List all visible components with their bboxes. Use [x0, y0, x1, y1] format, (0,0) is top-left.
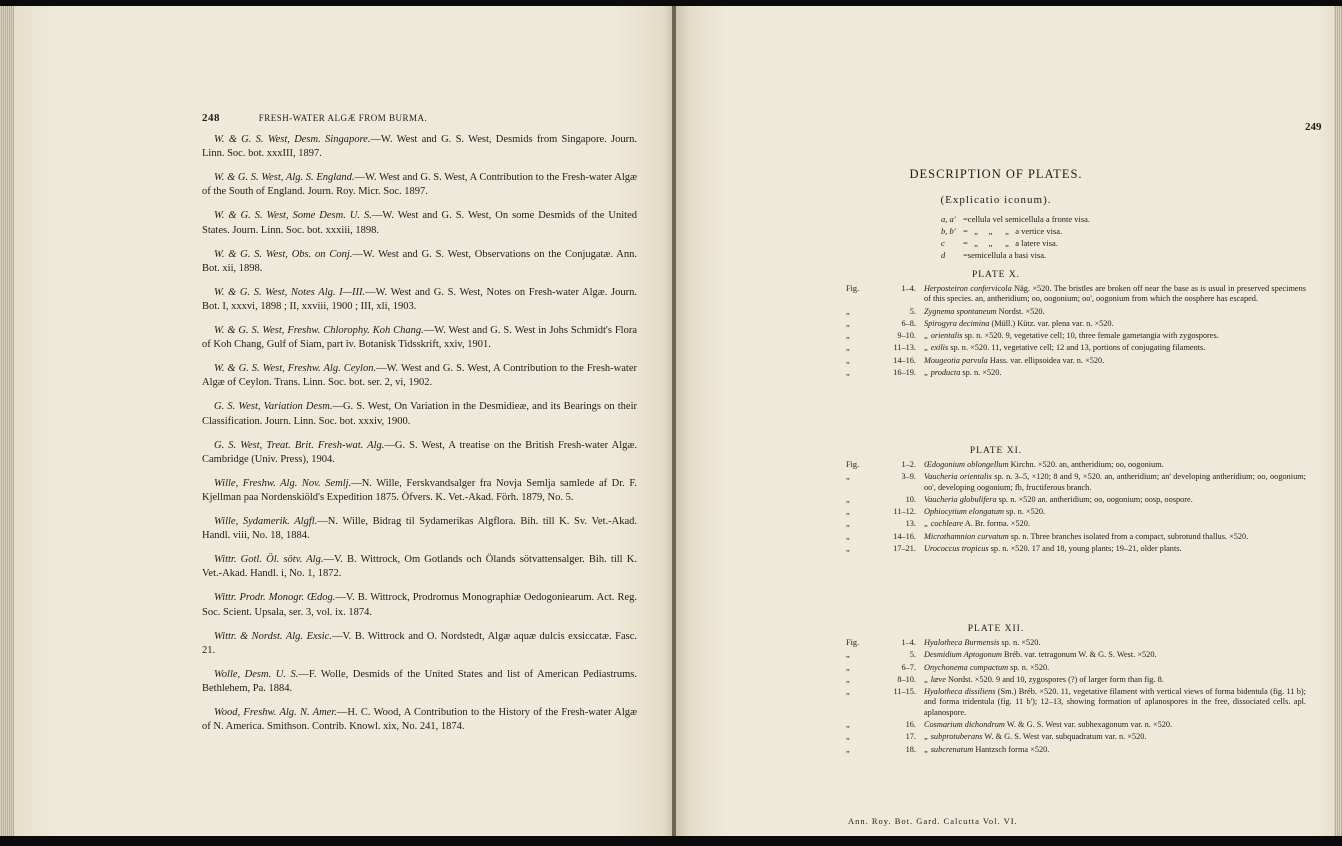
reference-text: —V. B. Wittrock, Om Gotlands och Ölands sötvattensalger. Bih. till K. Vet.-Akad. Handl. i, No. 1, 1872. — [202, 554, 637, 580]
species-name: „ subcrenatum — [924, 744, 974, 754]
species-name: Zygnema spontaneum — [924, 306, 997, 316]
plate-heading: PLATE X. — [971, 270, 1021, 280]
plate-figure-list — [846, 460, 1306, 556]
reference-text: —W. West and G. S. West, Notes on Fresh-water Algæ. Journ. Bot. I, xxxvi, 1898 ; II, xxviii, 1900 ; III, xli, 1903. — [202, 286, 637, 313]
plate-footer: Ann. Roy. Bot. Gard. Calcutta Vol. VI. — [848, 816, 1018, 826]
legend-key: c — [941, 238, 945, 248]
reference-text: —G. S. West, On Variation in the Desmidieæ, and its Bearings on their Classification. Journ. Linn. Soc. bot. xxxiv, 1900. — [202, 401, 638, 427]
figure-number: 6–7. — [901, 662, 916, 672]
figure-prefix: „ — [846, 720, 850, 730]
figure-entry — [846, 663, 1306, 673]
figure-prefix: „ — [846, 674, 850, 684]
reference-abbreviation: W. & G. S. West, Notes Alg. I—III. — [214, 286, 366, 298]
plate-heading: PLATE XII. — [967, 624, 1025, 634]
species-name: Urococcus tropicus — [924, 544, 989, 554]
figure-text: sp. n. ×520. — [960, 368, 1002, 378]
figure-text: (Müll.) Kütz. var. plena var. n. ×520. — [989, 318, 1114, 328]
figure-text: Nordst. ×520. — [996, 306, 1045, 316]
reference-text: —V. B. Wittrock, Prodromus Monographiæ Oedogoniearum. Act. Reg. Soc. Scient. Upsala, ser. 3, vol. ix. 1874. — [202, 592, 637, 618]
figure-number: 5. — [909, 650, 916, 660]
figure-entry — [846, 544, 1306, 554]
figure-text: sp. n. Three branches isolated from a compact, subrotund thallus. ×520. — [1008, 531, 1249, 541]
species-name: Microthamnion curvatum — [924, 531, 1009, 541]
figure-entry — [846, 307, 1306, 317]
reference-entry — [202, 591, 637, 619]
figure-prefix: „ — [846, 531, 850, 541]
figure-prefix: „ — [846, 306, 850, 316]
reference-abbreviation: Wood, Freshw. Alg. N. Amer. — [214, 707, 337, 719]
reference-abbreviation: W. & G. S. West, Desm. Singapore. — [214, 134, 371, 145]
figure-text: Kirchn. ×520. an, antheridium; oo, oogonium. — [1008, 460, 1164, 469]
species-name: „ orientalis — [924, 331, 963, 341]
figure-description — [924, 720, 1306, 730]
reference-abbreviation: W. & G. S. West, Obs. on Conj. — [214, 248, 353, 260]
figure-entry — [846, 331, 1306, 341]
species-name: Onychonema compactum — [924, 662, 1009, 672]
legend-row — [941, 213, 1090, 225]
figure-text: sp. n. 3–5, ×120; 8 and 9, ×520. an, antheridium; an' developing antheridium; oo, oogonium; oo', developing oogonium; fb, fructiferous branch. — [924, 472, 1306, 492]
reference-abbreviation: Wittr. & Nordst. Alg. Exsic. — [214, 630, 332, 642]
reference-entry — [202, 400, 637, 428]
legend-value: =cellula vel semicellula a fronte visa. — [963, 214, 1091, 224]
figure-text: Hantzsch forma ×520. — [973, 744, 1050, 754]
species-name: Desmidium Aptogonum — [924, 650, 1002, 660]
page-edges-left — [0, 6, 14, 836]
figure-text: Bréb. var. tetragonum W. & G. S. West. ×520. — [1001, 650, 1157, 660]
reference-abbreviation: W. & G. S. West, Freshw. Alg. Ceylon. — [214, 363, 377, 375]
figure-number: 11–12. — [893, 507, 916, 517]
reference-text: —F. Wolle, Desmids of the United States and list of American Pediastrums. Bethlehem, Pa. 1884. — [202, 668, 638, 695]
reference-entry — [202, 209, 637, 237]
figure-description — [924, 460, 1306, 470]
reference-abbreviation: W. & G. S. West, Some Desm. U. S. — [214, 210, 372, 222]
running-head — [14, 112, 672, 126]
figure-number: 5. — [909, 306, 916, 316]
species-name: Œdogonium oblongellum — [924, 460, 1009, 469]
figure-text: Hass. var. ellipsoidea var. n. ×520. — [987, 355, 1105, 365]
reference-text: —W. West and G. S. West in Johs Schmidt's Flora of Koh Chang, Gulf of Siam, part iv. Botanisk Tidsskrift, xxiv, 1901. — [202, 325, 637, 351]
figure-prefix: Fig. — [846, 284, 860, 293]
species-name: Cosmarium dichondrum — [924, 720, 1005, 730]
species-name: Spirogyra decimina — [924, 318, 990, 328]
figure-text: W. & G. S. West var. subquadratum var. n. ×520. — [982, 732, 1147, 742]
legend-row — [941, 225, 1090, 237]
figure-text: A. Br. forma. ×520. — [963, 519, 1030, 529]
figure-entry — [846, 343, 1306, 353]
species-name: „ cochleare — [924, 519, 964, 529]
reference-entry — [202, 133, 637, 161]
figure-prefix: Fig. — [846, 460, 860, 469]
figure-description — [924, 472, 1306, 493]
figure-prefix: „ — [846, 732, 850, 742]
legend-value: =semicellula a basi visa. — [963, 250, 1047, 260]
references-list — [202, 133, 637, 744]
plate-figure-list — [846, 284, 1306, 380]
figure-description — [924, 495, 1306, 505]
figure-entry — [846, 472, 1306, 493]
page-edges-right — [1334, 6, 1342, 836]
reference-text: —W. West and G. S. West, A Contribution to the Fresh-water Algæ of Ceylon. Trans. Linn. Soc. bot. ser. 2, vi, 1902. — [202, 363, 637, 389]
reference-abbreviation: W. & G. S. West, Freshw. Chlorophy. Koh Chang. — [214, 325, 424, 337]
figure-number: 8–10. — [897, 674, 916, 684]
reference-abbreviation: Wittr. Gotl. Öl. sötv. Alg. — [214, 554, 324, 566]
figure-description — [924, 745, 1306, 755]
figure-prefix: „ — [846, 318, 850, 328]
figure-prefix: „ — [846, 544, 850, 554]
reference-entry — [202, 668, 637, 696]
figure-number: 1–4. — [901, 284, 916, 293]
figure-prefix: Fig. — [846, 638, 860, 647]
reference-abbreviation: Wille, Freshw. Alg. Nov. Semlj. — [214, 477, 352, 489]
legend — [941, 213, 1090, 261]
reference-text: —N. Wille, Bidrag til Sydamerikas Algflora. Bih. till K. Sv. Vet.-Akad. Handl. viii, No. 18, 1884. — [202, 516, 637, 542]
plates-subtitle: (Explicatio iconum). — [940, 194, 1052, 206]
figure-number: 14–16. — [893, 531, 916, 541]
reference-abbreviation: G. S. West, Treat. Brit. Fresh-wat. Alg. — [214, 439, 385, 451]
figure-entry — [846, 356, 1306, 366]
figure-description — [924, 319, 1306, 329]
figure-number: 17–21. — [893, 544, 916, 554]
reference-text: —W. West and G. S. West, Observations on the Conjugatæ. Ann. Bot. xii, 1898. — [202, 248, 637, 274]
page-number-left: 248 — [202, 112, 220, 124]
figure-number: 11–15. — [893, 687, 916, 697]
figure-text: sp. n. ×520. — [1003, 507, 1046, 517]
plates-title: DESCRIPTION OF PLATES. — [909, 167, 1083, 181]
figure-prefix: „ — [846, 472, 850, 482]
right-page — [676, 6, 1334, 836]
species-name: Hyalotheca dissiliens — [924, 687, 996, 697]
figure-text: Näg. ×520. The bristles are broken off near the base as is usual in preserved specimens of this species. an, antheridium; oo, oogonium; oo', oogonium from which the oosphere has escaped. — [924, 284, 1306, 304]
figure-description — [924, 732, 1306, 742]
reference-text: —H. C. Wood, A Contribution to the History of the Fresh-water Algæ of N. America. Smithson. Contrib. Knowl. xix, No. 241, 1874. — [202, 707, 638, 733]
reference-entry — [202, 439, 637, 467]
reference-entry — [202, 171, 637, 199]
figure-text: sp. n. ×520 an. antheridium; oo, oogonium; oosp, oospore. — [996, 494, 1193, 504]
figure-entry — [846, 745, 1306, 755]
figure-entry — [846, 675, 1306, 685]
figure-prefix: „ — [846, 687, 850, 697]
figure-entry — [846, 650, 1306, 660]
figure-prefix: „ — [846, 744, 850, 754]
figure-number: 1–4. — [901, 638, 916, 647]
reference-entry — [202, 286, 637, 314]
figure-prefix: „ — [846, 368, 850, 378]
figure-number: 6–8. — [901, 318, 916, 328]
plate-heading: PLATE XI. — [969, 446, 1023, 456]
reference-entry — [202, 362, 637, 390]
reference-text: —V. B. Wittrock and O. Nordstedt, Algæ aquæ dulcis exsiccatæ. Fasc. 21. — [202, 630, 637, 656]
figure-prefix: „ — [846, 650, 850, 660]
legend-key: d — [941, 250, 946, 260]
figure-description — [924, 307, 1306, 317]
legend-row — [941, 237, 1090, 249]
plate-figure-list — [846, 638, 1306, 757]
species-name: Mougeotia parvula — [924, 355, 988, 365]
figure-description — [924, 638, 1306, 648]
figure-description — [924, 687, 1306, 718]
figure-number: 13. — [905, 519, 916, 529]
figure-description — [924, 343, 1306, 353]
left-page — [14, 6, 672, 836]
figure-text: sp. n. ×520. — [999, 638, 1041, 647]
reference-text: —W. West and G. S. West, A Contribution to the Fresh-water Algæ of the South of England. Journ. Roy. Micr. Soc. 1897. — [202, 172, 638, 198]
figure-entry — [846, 532, 1306, 542]
figure-number: 18. — [905, 744, 916, 754]
figure-entry — [846, 319, 1306, 329]
running-head-title: FRESH-WATER ALGÆ FROM BURMA. — [258, 113, 428, 123]
figure-text: Nordst. ×520. 9 and 10, zygospores (?) of larger form than fig. 8. — [945, 674, 1164, 684]
reference-abbreviation: G. S. West, Variation Desm. — [214, 401, 333, 413]
species-name: Herposteiron confervicola — [924, 284, 1012, 293]
figure-number: 10. — [905, 494, 916, 504]
figure-description — [924, 519, 1306, 529]
reference-entry — [202, 706, 637, 734]
species-name: Ophiocytium elongatum — [924, 507, 1004, 517]
figure-description — [924, 675, 1306, 685]
figure-prefix: „ — [846, 662, 850, 672]
reference-entry — [202, 477, 637, 505]
figure-text: sp. n. ×520. — [1008, 662, 1050, 672]
figure-description — [924, 331, 1306, 341]
figure-description — [924, 507, 1306, 517]
figure-description — [924, 284, 1306, 305]
figure-prefix: „ — [846, 519, 850, 529]
figure-number: 3–9. — [901, 472, 916, 482]
reference-text: —W. West and G. S. West, On some Desmids of the United States. Journ. Linn. Soc. bot. xxxiii, 1898. — [202, 210, 638, 236]
species-name: „ subprotuberans — [924, 732, 983, 742]
figure-description — [924, 650, 1306, 660]
figure-number: 14–16. — [893, 355, 916, 365]
reference-text: —N. Wille, Ferskvandsalger fra Novja Semlja samlede af Dr. F. Kjellman paa Nordenskiöld's Expedition 1875. Öfvers. K. Vet.-Akad. Förh. 1879, No. 5. — [202, 477, 637, 504]
figure-prefix: „ — [846, 331, 850, 341]
figure-entry — [846, 495, 1306, 505]
figure-number: 16–19. — [893, 368, 916, 378]
figure-text: W. & G. S. West var. subhexagonum var. n. ×520. — [1004, 720, 1173, 730]
page-number-right: 249 — [1305, 121, 1322, 133]
legend-key: a, a' — [941, 214, 956, 224]
figure-description — [924, 356, 1306, 366]
figure-number: 16. — [905, 720, 916, 730]
figure-text: sp. n. ×520. 17 and 18, young plants; 19–21, older plants. — [988, 544, 1182, 554]
figure-prefix: „ — [846, 507, 850, 517]
species-name: „ exilis — [924, 343, 949, 353]
reference-abbreviation: Wittr. Prodr. Monogr. Œdog. — [214, 592, 336, 604]
figure-number: 17. — [905, 732, 916, 742]
figure-number: 9–10. — [897, 331, 916, 341]
figure-entry — [846, 460, 1306, 470]
figure-number: 11–13. — [893, 343, 916, 353]
reference-entry — [202, 515, 637, 543]
figure-entry — [846, 368, 1306, 378]
reference-entry — [202, 324, 637, 352]
figure-entry — [846, 507, 1306, 517]
figure-entry — [846, 732, 1306, 742]
figure-description — [924, 368, 1306, 378]
figure-entry — [846, 687, 1306, 718]
reference-entry — [202, 553, 637, 581]
legend-value: = „ „ „ a vertice visa. — [963, 226, 1063, 236]
figure-text: (Sm.) Bréb. ×520. 11, vegetative filament with vertical views of forma bidentula (fig. 11 b); and forma tridentula (fig. 11 b'); 12–13, showing formation of aplanospores in the free, dissociated cells. apl. aplanospore. — [924, 687, 1306, 717]
reference-abbreviation: Wolle, Desm. U. S. — [214, 668, 299, 680]
figure-description — [924, 532, 1306, 542]
figure-entry — [846, 284, 1306, 305]
species-name: Vaucheria globulifera — [924, 494, 997, 504]
figure-description — [924, 663, 1306, 673]
figure-text: sp. n. ×520. 9, vegetative cell; 10, three female gametangia with zygospores. — [962, 331, 1219, 341]
reference-entry — [202, 248, 637, 276]
reference-abbreviation: Wille, Sydamerik. Algfl. — [214, 516, 318, 528]
legend-key: b, b' — [941, 226, 956, 236]
legend-row — [941, 249, 1090, 261]
legend-value: = „ „ „ a latere visa. — [963, 238, 1058, 248]
figure-entry — [846, 519, 1306, 529]
reference-entry — [202, 630, 637, 658]
species-name: Hyalotheca Burmensis — [924, 638, 1000, 647]
reference-text: —G. S. West, A treatise on the British Fresh-water Algæ. Cambridge (Univ. Press), 1904. — [202, 439, 637, 465]
reference-text: —W. West and G. S. West, Desmids from Singapore. Journ. Linn. Soc. bot. xxxIII, 1897. — [202, 134, 637, 160]
figure-text: sp. n. ×520. 11, vegetative cell; 12 and 13, portions of conjugating filaments. — [948, 343, 1206, 353]
species-name: „ læve — [924, 674, 946, 684]
figure-prefix: „ — [846, 343, 850, 353]
species-name: „ producta — [924, 368, 961, 378]
figure-description — [924, 544, 1306, 554]
figure-entry — [846, 638, 1306, 648]
figure-number: 1–2. — [901, 460, 916, 469]
figure-entry — [846, 720, 1306, 730]
figure-prefix: „ — [846, 494, 850, 504]
reference-abbreviation: W. & G. S. West, Alg. S. England. — [214, 172, 355, 184]
figure-prefix: „ — [846, 355, 850, 365]
species-name: Vaucheria orientalis — [924, 472, 992, 482]
